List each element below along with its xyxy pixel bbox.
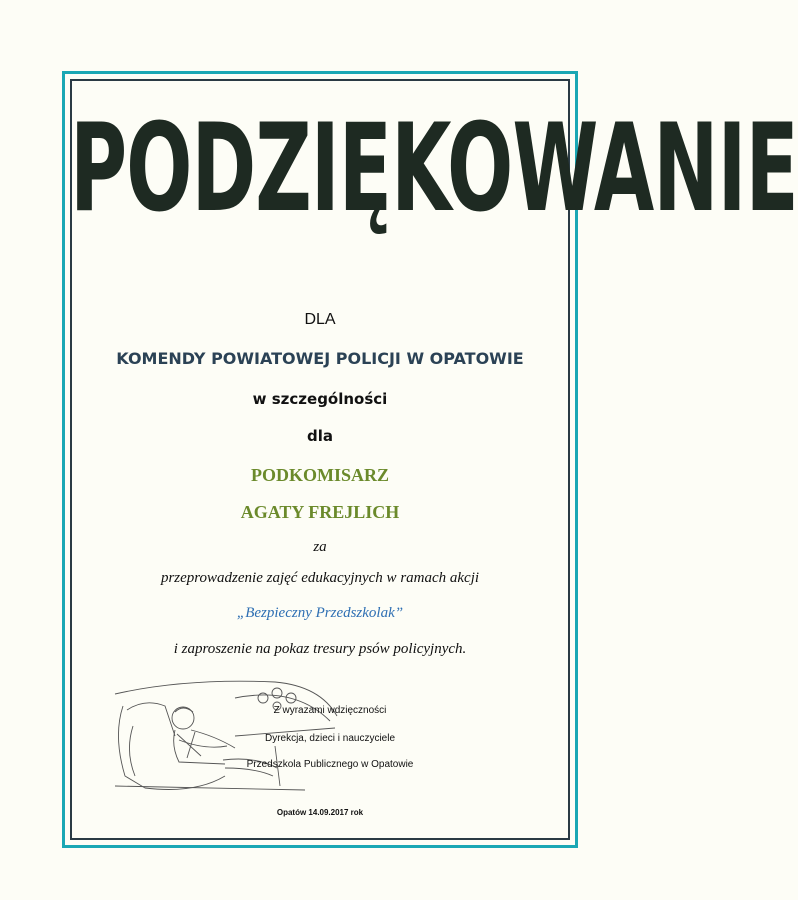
signature-line-1: Z wyrazami wdzięczności — [273, 705, 387, 716]
dla-text: dla — [306, 427, 333, 445]
signature-line-2: Dyrekcja, dzieci i nauczyciele — [264, 733, 396, 744]
certificate-title: PODZIĘKOWANIE — [70, 100, 798, 240]
recipient-rank: PODKOMISARZ — [250, 465, 389, 485]
issue-date: Opatów 14.09.2017 rok — [276, 808, 364, 817]
recipient-institution: KOMENDY POWIATOWEJ POLICJI W OPATOWIE — [116, 349, 524, 368]
in-particular-text: w szczególności — [252, 390, 388, 408]
reason-line-2: i zaproszenie na pokaz tresury psów policyjnych. — [173, 641, 467, 657]
campaign-name: „Bezpieczny Przedszkolak” — [236, 605, 404, 621]
reason-line-1: przeprowadzenie zajęć edukacyjnych w ramach akcji — [160, 570, 480, 586]
recipient-name: AGATY FREJLICH — [240, 502, 400, 522]
za-text: za — [313, 539, 327, 555]
dla-heading: DLA — [304, 311, 336, 328]
signature-line-3: Przedszkola Publicznego w Opatowie — [246, 759, 414, 770]
